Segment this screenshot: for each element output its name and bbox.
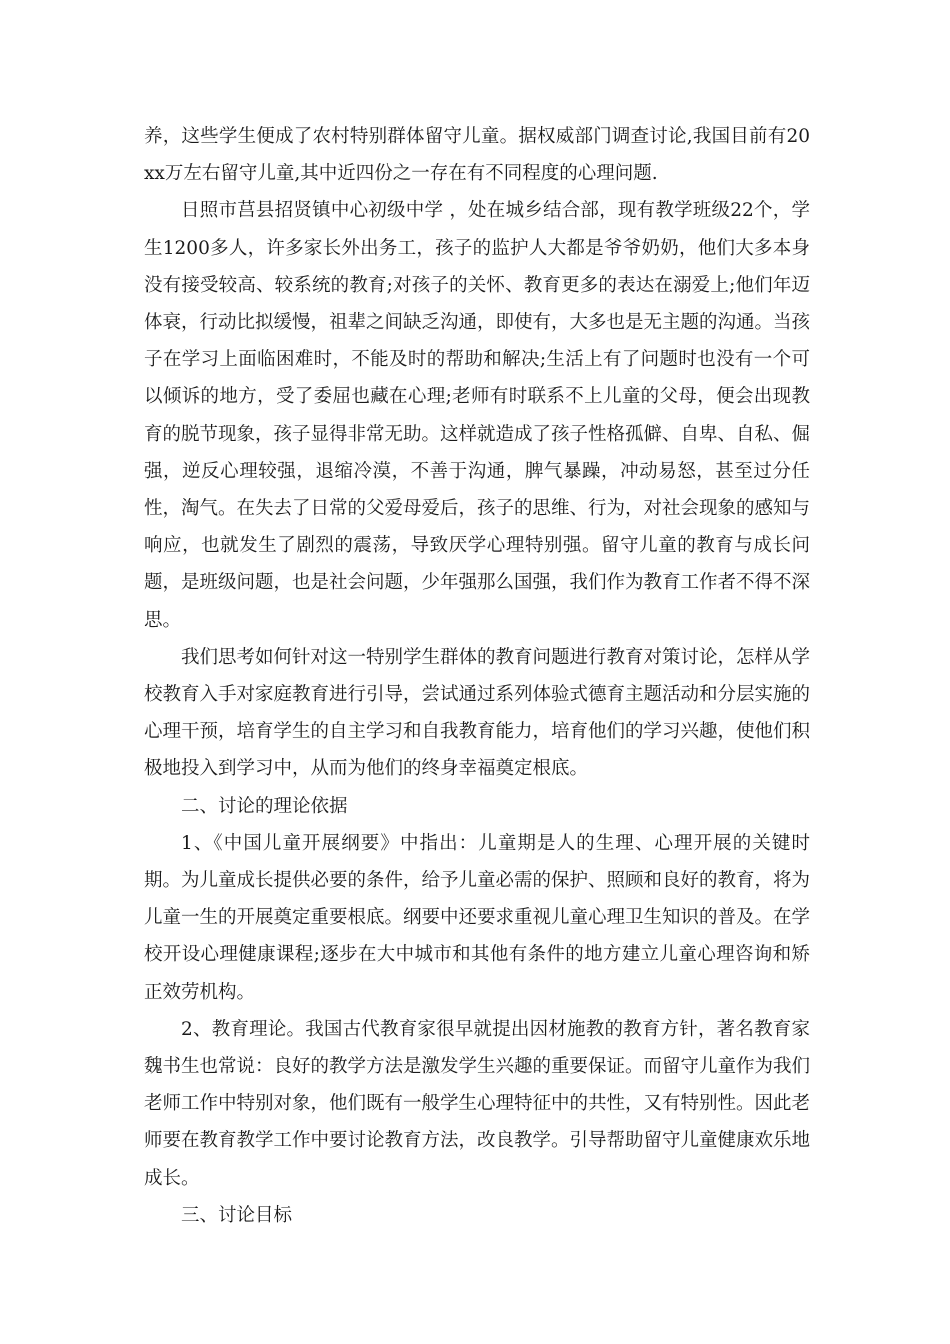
paragraph-theory-2: 2、教育理论。我国古代教育家很早就提出因材施教的教育方针，著名教育家魏书生也常说：良好的教学方法是激发学生兴趣的重要保证。而留守儿童作为我们老师工作中特别对象，他们既有一般学生心理特征中的共性，又有特别性。因此老师要在教育教学工作中要讨论教育方法，改良教学。引导帮助留守儿童健康欢乐地成长。 — [144, 1018, 811, 1189]
paragraph-school-situation: 日照市莒县招贤镇中心初级中学 ，处在城乡结合部，现有教学班级22个，学生1200多人，许多家长外出务工，孩子的监护人大都是爷爷奶奶，他们大多本身没有接受较高、较系统的教育;对孩子的关怀、教育更多的表达在溺爱上;他们年迈体衰，行动比拟缓慢，祖辈之间缺乏沟通，即使有，大多也是无主题的沟通。当孩子在学习上面临困难时，不能及时的帮助和解决;生活上有了问题时也没有一个可以倾诉的地方，受了委屈也藏在心理;老师有时联系不上儿童的父母，便会出现教育的脱节现象，孩子显得非常无助。这样就造成了孩子性格孤僻、自卑、自私、倔强，逆反心理较强，退缩冷漠，不善于沟通，脾气暴躁，冲动易怒，甚至过分任性，淘气。在失去了日常的父爱母爱后，孩子的思维、行为，对社会现象的感知与响应，也就发生了剧烈的震荡，导致厌学心理特别强。留守儿童的教育与成长问题，是班级问题，也是社会问题，少年强那么国强，我们作为教育工作者不得不深思。 — [144, 200, 811, 631]
section-heading-theory: 二、讨论的理论依据 — [181, 795, 348, 817]
paragraph-research-thinking: 我们思考如何针对这一特别学生群体的教育问题进行教育对策讨论，怎样从学校教育入手对家庭教育进行引导，尝试通过系列体验式德育主题活动和分层实施的心理干预，培育学生的自主学习和自我教育能力，培育他们的学习兴趣，使他们积极地投入到学习中，从而为他们的终身幸福奠定根底。 — [144, 646, 811, 780]
section-heading-goals: 三、讨论目标 — [181, 1204, 293, 1226]
paragraph-continuation: 养，这些学生便成了农村特别群体留守儿童。据权威部门调查讨论,我国目前有20xx万左右留守儿童,其中近四份之一存在有不同程度的心理问题. — [144, 126, 810, 185]
document-body — [144, 118, 810, 1234]
paragraph-theory-1: 1、《中国儿童开展纲要》中指出：儿童期是人的生理、心理开展的关键时期。为儿童成长提供必要的条件，给予儿童必需的保护、照顾和良好的教育，将为儿童一生的开展奠定重要根底。纲要中还要求重视儿童心理卫生知识的普及。在学校开设心理健康课程;逐步在大中城市和其他有条件的地方建立儿童心理咨询和矫正效劳机构。 — [144, 832, 811, 1003]
